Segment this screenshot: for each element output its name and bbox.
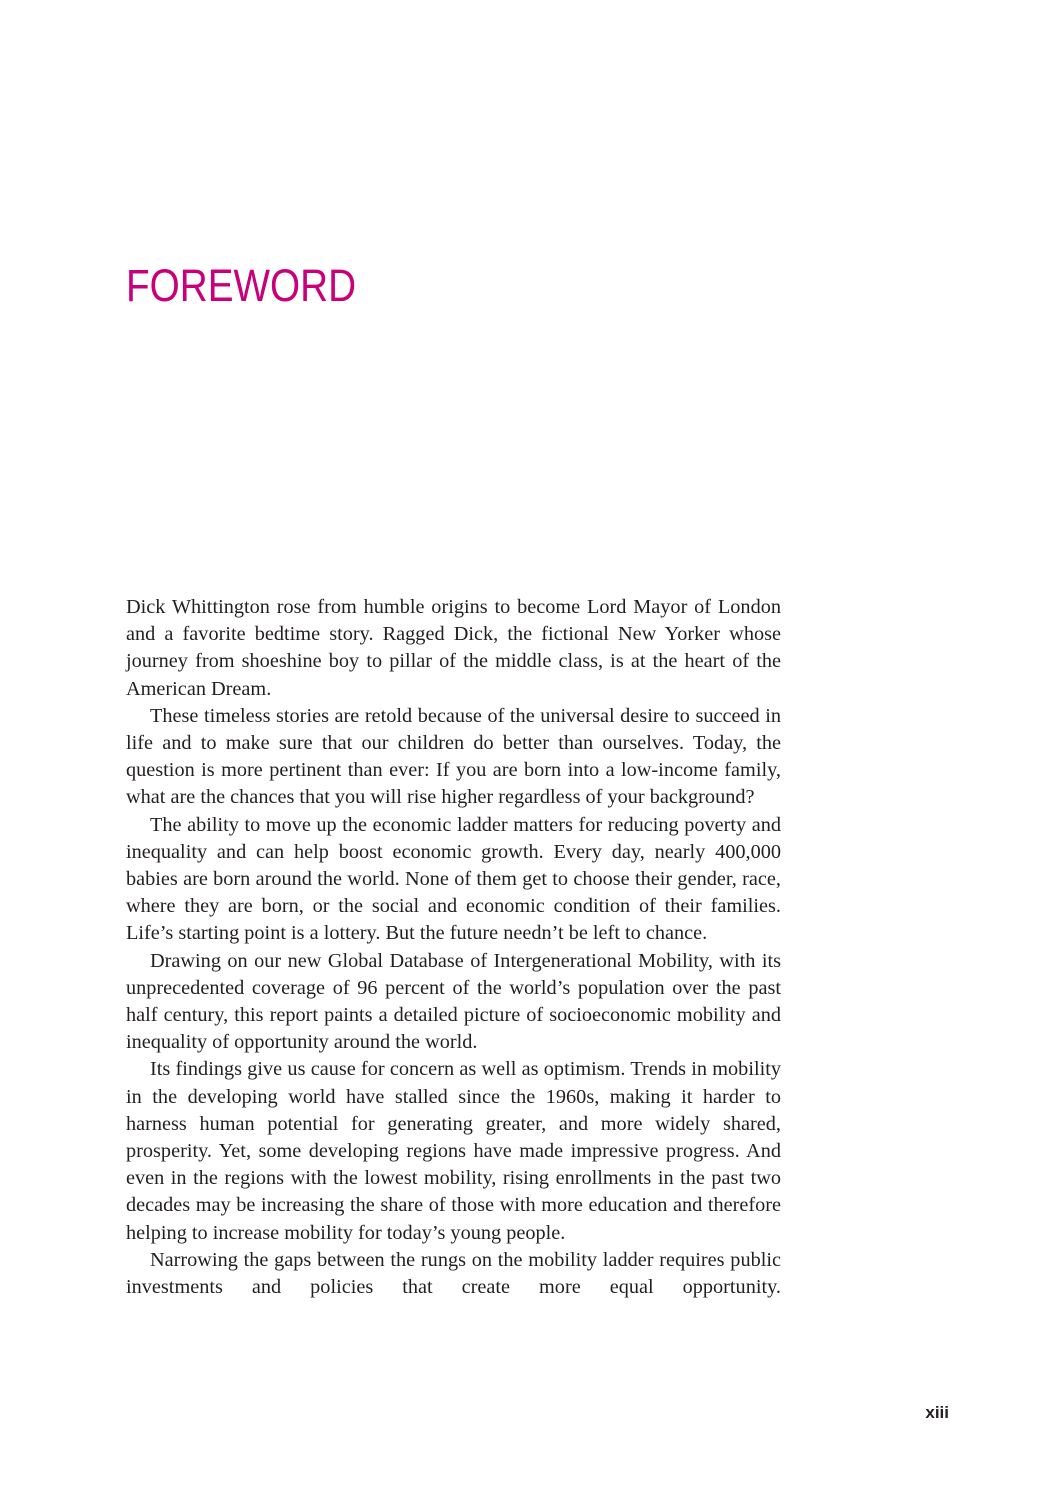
paragraph: Narrowing the gaps between the rungs on the mobility ladder requires public investments and policies that create more equal opportunity. [126, 1248, 781, 1299]
paragraph: Its findings give us cause for concern as well as optimism. Trends in mobility in the developing world have stalled since the 1960s, making it harder to harness human potential for generating greater, and more widely shared, prosperity. Yet, some developing regions have made impressive progress. And even in the regions with the lowest mobility, rising enrollments in the past two decades may be increasing the share of those with more education and therefore helping to increase mobility for today’s young people. [126, 1058, 781, 1244]
paragraph: These timeless stories are retold because of the universal desire to succeed in life and to make sure that our children do better than ourselves. Today, the question is more pertinent than ever: If you are born into a low-income family, what are the chances that you will rise higher regardless of your background? [126, 704, 781, 809]
paragraph: Drawing on our new Global Database of Intergenerational Mobility, with its unprecedented coverage of 96 percent of the world’s population over the past half century, this report paints a detailed picture of socioeconomic mobility and inequality of opportunity around the world. [126, 949, 781, 1054]
paragraph: Dick Whittington rose from humble origins to become Lord Mayor of London and a favorite bedtime story. Ragged Dick, the fictional New Yorker whose journey from shoeshine boy to pillar of the middle class, is at the heart of the American Dream. [126, 596, 781, 700]
paragraph: The ability to move up the economic ladder matters for reducing poverty and inequality and can help boost economic growth. Every day, nearly 400,000 babies are born around the world. None of them get to choose their gender, race, where they are born, or the social and economic condition of their families. Life’s starting point is a lottery. But the future needn’t be left to chance. [126, 813, 781, 945]
chapter-title: FOREWORD [126, 260, 357, 311]
foreword-body [126, 594, 781, 1301]
page-number: xiii [925, 1403, 949, 1422]
